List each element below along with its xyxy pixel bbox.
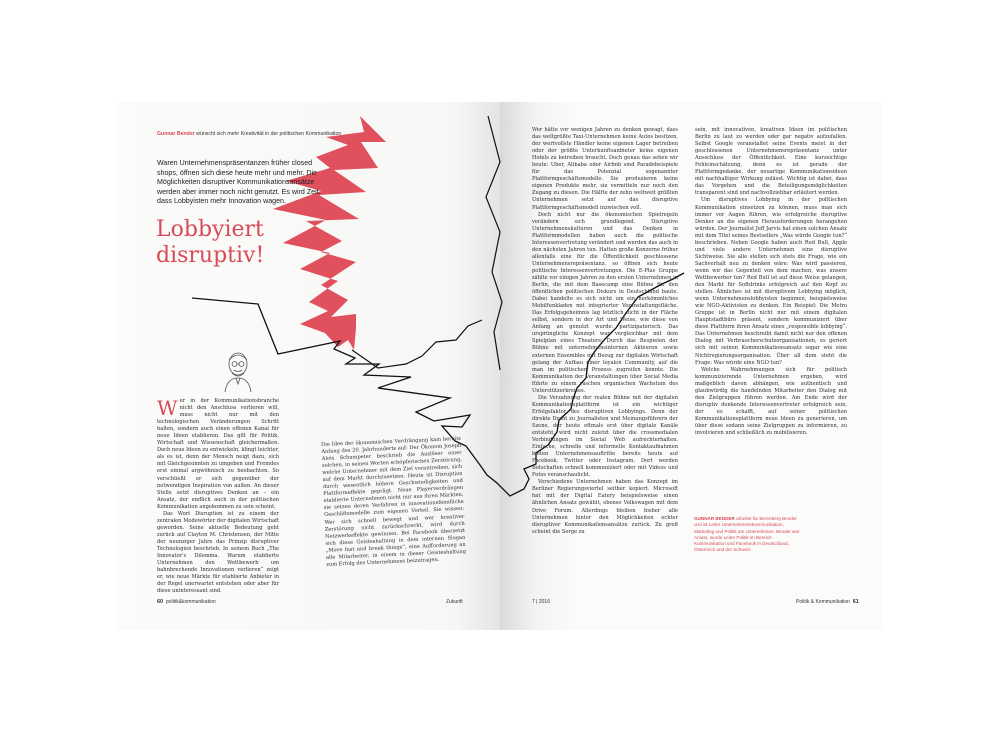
bio-name: GUNNAR BENDER bbox=[694, 516, 735, 521]
section-label-right: Politik & Kommunikation bbox=[796, 599, 850, 605]
paragraph-text: er in der Kommunikationsbranche nicht den Anschluss verlieren will, muss nicht nur mit den technologischen Veränderungen Schritt halten, sondern auch einen offenen Kanal für neue Ideen etablieren. Das gilt für Politik, Wirtschaft und Wissenschaft gleichermaßen. Doch neue Ideen zu entwickeln, klingt leichter, als es ist, denn der Mensch neigt dazu, sich mit Gleichgesinnten zu umgeben und Fremdes erst einmal argwöhnisch zu beobachten. So verschließt er sich gegenüber der notwendigen Inspiration von außen. An dieser Stelle setzt disruptives Denken an – ein Ansatz, der endlich auch in der politischen Kommunikation angekommen zu sein scheint. bbox=[157, 398, 279, 510]
section-label-left: politik&kommunikation bbox=[165, 599, 216, 605]
paragraph: Welche Wahrnehmungen sich für politisch kommunizierende Unternehmen ergeben, wird maßgeblich davon abhängen, wie authentisch und glaubwürdig die handelnden Mitarbeiter den Dialog mit den Zielgruppen führen werden. Am Ende wird der disruptiv denkende Interessenvertreter erfolgreich sein, der es schafft, auf seiner politischen Kommunikationsplattform neue Ideen zu generieren, um über diese sodann seine Zielgruppen zu informieren, zu involvieren und schließlich zu mobilisieren. bbox=[695, 366, 847, 437]
paragraph: Um disruptives Lobbying in der politischen Kommunikation einsetzen zu können, muss man sich immer vor Augen führen, wie erfolgreiche disruptive Denker an die eigenen Herausforderungen herangehen würden. Der Journalist Jeff Jarvis hat einen solchen Ansatz mit dem Titel seines Bestsellers „Was würde Google tun?“ beschrieben. Neben Google haben auch Red Bull, Apple und viele andere Unternehmen eine disruptive Sichtweise. Sie alle stellen sich stets die Frage, wie ein Sachverhalt neu zu denken wäre: Was wird passieren, wenn wir das Gegenteil von dem machen, was unsere Wettbewerber tun? Red Bull ist auf diese Weise gelangen, den Markt für Softdrinks erfolgreich auf den Kopf zu stellen. Ähnliches ist mit disruptivem Lobbying möglich, wenn Unternehmenslobbyisten beginnen, beispielsweise wie NGO-Aktivisten zu denken. Ein Beispiel: Die Metro Gruppe ist in Berlin nicht nur mit einem digitalen Hauptstadtbüro präsent, sondern kommuniziert über diese Plattform ihren Ansatz eines „responsible lobbying“. Das Unternehmen beschreibt damit nicht nur den offenen Dialog mit Verbraucherschutzorganisationen, es geriert sich mit seinen Kommunikationsansatz sogar wie eine Nichtregierungsorganisation. Über all dem steht die Frage: Was würde eine NGO tun? bbox=[695, 197, 847, 366]
magazine-spread bbox=[116, 102, 883, 630]
left-column-2 bbox=[321, 436, 466, 569]
right-column-1 bbox=[532, 127, 678, 536]
paragraph: Die Idee der ökonomischen Verdrängung kam bereits Anfang des 20. Jahrhunderts auf: Der Ökonom Joseph Alois Schumpeter beschrieb die Auslöser einer solchen, in seinen Worten schöpferischen Zerstörung, welche Unternehmer mit dem Ziel vorantreiben, sich auf dem Markt durchzusetzen. Heute ist Disruption durch wesentlich höhere Geschwindigkeiten und Plattformeffekte geprägt. Neue Playerverdrängen etablierte Unternehmen nicht nur aus ihren Märkten, sie setzen deren Verfahren in innovationsfeindliche Geschäftsmodelle zum eigenen Vorteil. Sie wissen: Wer sich schnell bewegt und wer kreativer Zerstörung nicht zurückschreckt, wird durch Netzwerkeffekte gewinnen. Bei Facebook übersetzt sich diese Geisteshaltung in dem internen Slogan „Move fast and break things“, eine Aufforderung an alle Mitarbeiter, in einem in dieser Geisteshaltung zum Erfolg des Unternehmens beizutragen. bbox=[321, 435, 467, 568]
right-page-footer bbox=[796, 599, 859, 605]
paragraph: Wer hätte vor wenigen Jahren zu denken gewagt, dass das weltgrößte Taxi-Unternehmen keine Autos besitzen, der wertvollste Händler keine eigenen Lager betreiben oder der größte Unterkunftsanbieter keine eigenen Hotels zu betreiben braucht. Doch genau das sehen wir heute: Uber, Alibaba oder Airbnb sind Paradebeispiele für das Potenzial sogenannter Plattformgeschäftsmodelle. Sie produzieren keine eigenen Produkte mehr, sie vermitteln nur noch den Zugang zu diesen. Die Hälfte der zehn weltweit größten Unternehmen setzt auf das disruptive Plattformgeschäftsmodell inzwischen voll. bbox=[532, 127, 678, 211]
author-name: Gunnar Bender bbox=[157, 131, 195, 137]
paragraph: Doch nicht nur die ökonomischen Spielregeln verändern sich grundlegend. Disruptive Unternehmenskulturen und das Denken in Plattformmodellen haben auch die politische Interessenvertretung verändert und werden das auch in den nächsten Jahren tun. Hatten große Konzerne früher allenfalls eine für die Öffentlichkeit geschlossene Unternehmensrepräsentanz, so öffnen sich heute politische Interessenvertretungen. Die E-Plus Gruppe zählte vor einigen Jahren zu den ersten Unternehmen in Berlin, die mit dem Basecamp eine Bühne für den öffentlichen politischen Diskurs in Deutschland baute. Dabei handelte es sich nicht um ein herkömmliches Mobilfunkladen mit integrierter Veranstaltungsfläche. Das Erfolgsgeheimnis lag letztlich nicht in der Fläche selbst, sondern in der Art und Weise, wie diese von Anfang an genutzt wurde: partizipatorisch. Das ursprüngliche Konzept war vergleichbar mit dem Spielplan eines Theaters: Durch das Bespielen der Bühne mit unternehmensinternen Akteuren sowie externen Ensembles mit Bezug zur digitalen Wirtschaft gelang der Aufbau einer loyalen Community, auf die man im politischen Prozess zugreifen konnte. Die Kommunikation der Veranstaltungen über Social Media führte zu einem raschen organischen Wachstum des Unterstützerkreises. bbox=[532, 211, 678, 394]
left-page-footer-right bbox=[446, 599, 463, 605]
page-number-left: 60 bbox=[157, 599, 164, 605]
left-page-footer bbox=[157, 599, 216, 605]
right-page-footer-left bbox=[532, 599, 550, 605]
article-lead: Waren Unternehmenspräsentanzen früher closed shops, öffnen sich diese heute mehr und mehr. Die Möglichkeiten disruptiver Kommunikationsansätze werden aber immer noch nicht genutzt. Es wird Zeit, dass Lobbyisten mehr Innovation wagen. bbox=[157, 159, 321, 206]
left-column-1 bbox=[157, 398, 279, 595]
section-topic-label: Zukunft bbox=[446, 599, 463, 605]
black-lightning-branch bbox=[486, 116, 502, 370]
right-column-2 bbox=[695, 127, 847, 437]
paragraph bbox=[157, 398, 279, 511]
paragraph: Die Verzahnung der realen Bühne mit der digitalen Kommunikationsplattform ist ein wichtiger Erfolgsfaktor des disruptiven Lobbyings. Denn der direkte Draht zu Journalisten und Meinungsführern der Szene, der heute oftmals erst über digitale Kanäle entsteht, wird nicht zuletzt über die crossmedialen Verbindungen im Social Web aufrechterhalten. Einfache, schnelle und informelle Kontaktaufnahmen bieten Unternehmensauftritte bereits heute auf Facebook, Twitter oder Instagram. Dort werden Botschaften schnell kommuniziert oder mit Videos und Fotos veranschaulicht. bbox=[532, 394, 678, 479]
paragraph: Das Wort Disruption ist zu einem der zentralen Modewörter der digitalen Wirtschaft geworden. Seine aktuelle Bedeutung geht zurück auf Clayton M. Christensen, der Mitte der neunziger Jahre das Prinzip disruptiver Technologien beschrieb. In seinem Buch „The Innovator's Dilemma. Warum etablierte Unternehmen den Wettbewerb um bahnbrechende Innovationen verlieren“ zeigt er, wie neue Märkte für etablierte Anbieter in der Regel unerwartet entstehen oder aber für diese uninteressant sind. bbox=[157, 510, 279, 595]
page-number-right: 61 bbox=[852, 599, 859, 605]
article-headline: Lobbyiert disruptiv! bbox=[156, 217, 265, 268]
author-line bbox=[157, 131, 341, 137]
paragraph: sein, mit innovativen, kreativen Ideen im politischen Berlin zu laut zu werden oder gar negativ aufzufallen. Selbst Google veranstaltet seine Events meist in der geschlossenen Unternehmensrepräsentanz unter Ausschluss der Öffentlichkeit. Eine kurzsichtige Fehleinschätzung, denn es ist gerade der Plattformgedanke, der neuartige Kommunikationsideen mit nachhaltiger Wirkung zulässt. Wichtig ist dabei, dass das Vorgehen und die Beteiligungsmöglichkeiten transparent sind und nachvollziehbar erläutert werden. bbox=[695, 127, 847, 197]
bio-text: arbeitet für Berenberg Bender und ist Leiter Unternehmenskommunikation, Marketing und Politik am Unternehmen. Bender war Arvato, wurde Leiter Politik im Bereich Kommunikation und Facebook in Deutschland, Österreich und der Schweiz. bbox=[694, 516, 800, 553]
black-lightning-upper bbox=[352, 320, 482, 368]
author-bio bbox=[694, 516, 804, 554]
paragraph: Verschiedene Unternehmen haben das Konzept im Berliner Regierungsviertel seither kopiert. Microsoft hat mit der Digital Eatery beispielsweise einen ähnlichen Ansatz gewählt, ebenso Volkswagen mit dem Drive Forum. Allerdings bleiben bisher alle Unternehmen hinter den Möglichkeiten echter disruptiver Kommunikationsansätze zurück. Zu groß scheint die Sorge zu bbox=[532, 479, 678, 535]
drop-cap: W bbox=[157, 396, 178, 420]
issue-label: 7 | 2016 bbox=[532, 599, 550, 605]
author-tagline: wünscht sich mehr Kreativität in der politischen Kommunikation bbox=[194, 131, 342, 137]
author-portrait-sketch bbox=[217, 348, 259, 392]
